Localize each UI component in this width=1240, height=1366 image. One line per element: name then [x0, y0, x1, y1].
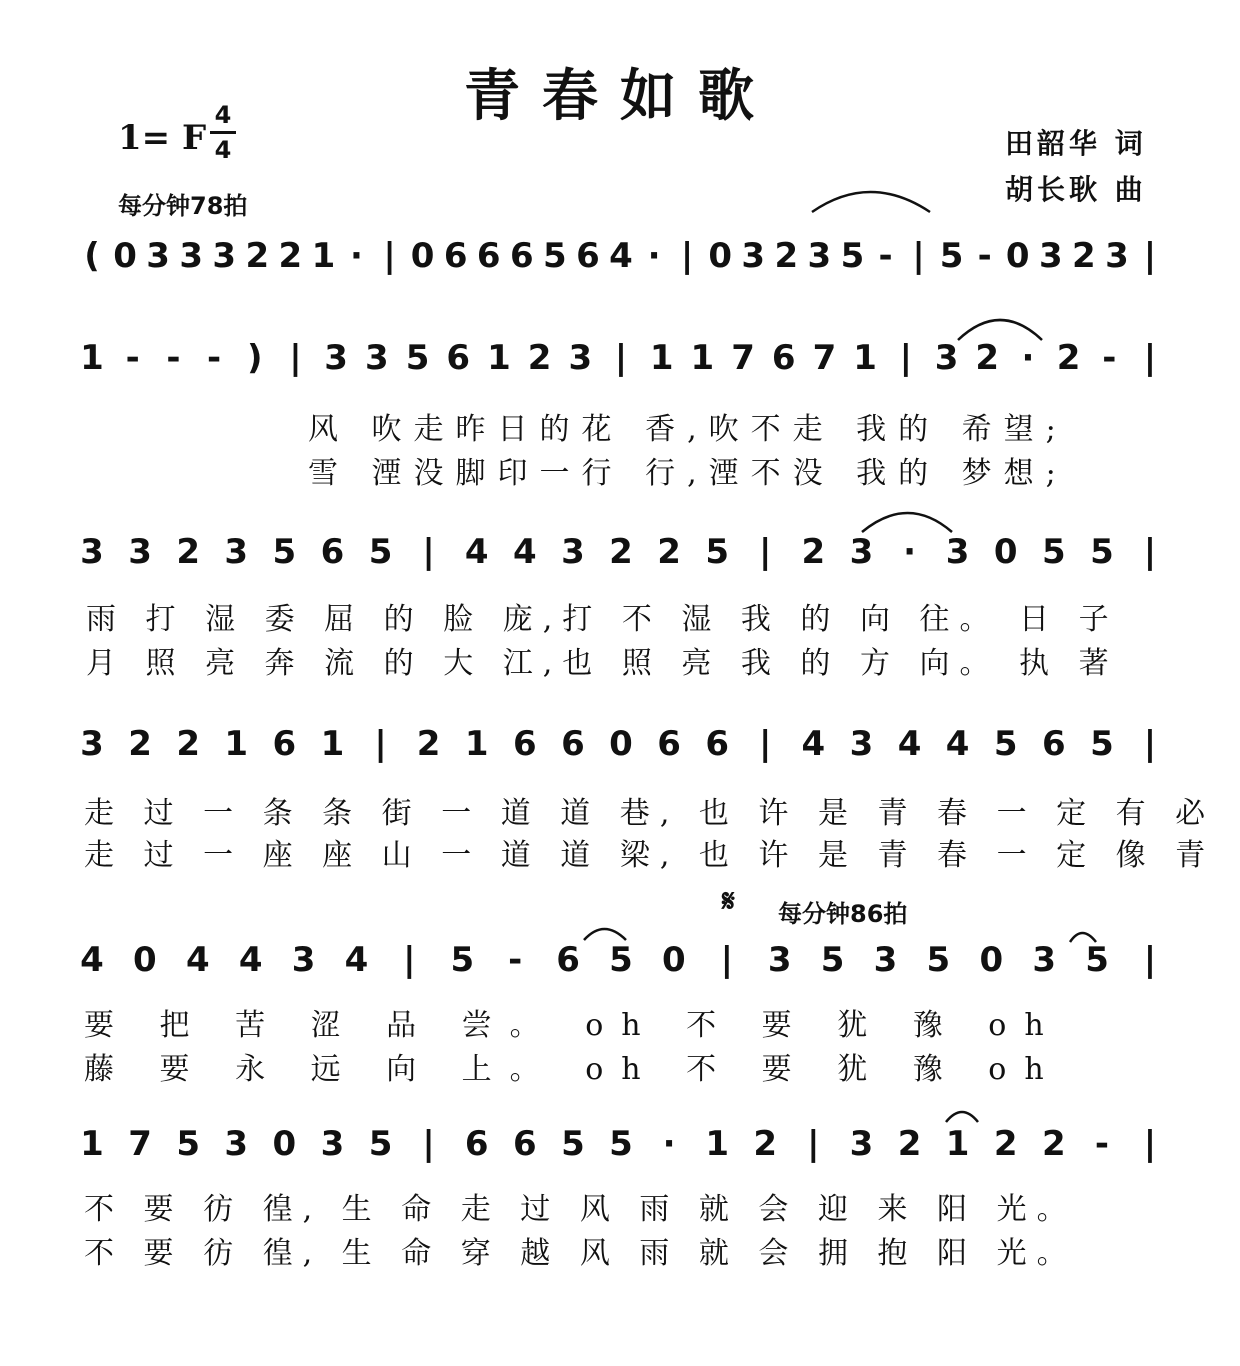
note-glyph: 3: [934, 338, 959, 378]
note-glyph: ·: [903, 532, 916, 572]
note-glyph: 1: [464, 724, 489, 764]
note-glyph: 3: [212, 236, 237, 276]
note-glyph: 1: [224, 724, 249, 764]
note-glyph: 6: [561, 724, 585, 764]
note-glyph: 0: [662, 940, 686, 980]
note-glyph: 1: [945, 1124, 970, 1164]
note-glyph: 2: [245, 236, 270, 276]
note-glyph: 5: [939, 236, 964, 276]
note-glyph: 2: [278, 236, 303, 276]
note-glyph: 5: [405, 338, 430, 378]
note-glyph: 6: [512, 724, 537, 764]
note-glyph: 4: [945, 724, 970, 764]
note-glyph: 5: [1085, 940, 1109, 980]
note-glyph: 0: [133, 940, 157, 980]
key-signature: 1= F: [118, 118, 207, 158]
bar-line: |: [720, 940, 733, 980]
note-glyph: 5: [926, 940, 951, 980]
note-glyph: 3: [128, 532, 152, 572]
bar-line: |: [374, 724, 387, 764]
note-glyph: 1: [690, 338, 715, 378]
slur-mark: [958, 320, 1042, 340]
note-glyph: 6: [771, 338, 796, 378]
lyricist-credit: 田韶华 词: [1005, 127, 1147, 160]
bar-line: |: [899, 338, 913, 378]
note-glyph: 1: [320, 724, 345, 764]
time-signature-top: 4: [214, 101, 232, 129]
note-glyph: ): [246, 338, 263, 378]
note-glyph: 2: [1056, 338, 1081, 378]
lyric-line-2-verse-2: 雪 湮没脚印一行 行,湮不没 我的 梦想;: [308, 456, 1068, 491]
note-glyph: 5: [820, 940, 845, 980]
note-glyph: 4: [238, 940, 263, 980]
note-glyph: 3: [146, 236, 170, 276]
note-glyph: 7: [812, 338, 837, 378]
note-glyph: 5: [705, 532, 729, 572]
bar-line: |: [759, 532, 772, 572]
note-glyph: 1: [649, 338, 674, 378]
note-glyph: 1: [705, 1124, 729, 1164]
note-glyph: -: [166, 338, 181, 378]
note-glyph: 5: [1090, 532, 1114, 572]
song-title: 青春如歌: [464, 63, 776, 129]
note-glyph: 0: [979, 940, 1004, 980]
note-glyph: 6: [1041, 724, 1066, 764]
note-glyph: 2: [801, 532, 826, 572]
note-glyph: 6: [509, 236, 534, 276]
note-glyph: 6: [464, 1124, 489, 1164]
bar-line: |: [1143, 1124, 1157, 1164]
note-glyph: 4: [344, 940, 369, 980]
bar-line: |: [1143, 724, 1157, 764]
note-glyph: (: [84, 236, 100, 276]
bar-line: |: [289, 338, 302, 378]
note-glyph: 6: [476, 236, 501, 276]
note-glyph: 1: [487, 338, 511, 378]
note-glyph: 2: [1072, 236, 1096, 276]
note-glyph: 3: [1105, 236, 1129, 276]
note-glyph: 4: [897, 724, 922, 764]
note-glyph: 2: [128, 724, 152, 764]
note-glyph: 5: [176, 1124, 200, 1164]
note-glyph: 6: [443, 236, 468, 276]
note-glyph: -: [508, 940, 523, 980]
note-glyph: 2: [416, 724, 441, 764]
note-glyph: 5: [609, 940, 633, 980]
lyric-line-6-verse-1: 不 要 彷 徨, 生 命 走 过 风 雨 就 会 迎 来 阳 光。: [84, 1192, 1077, 1227]
note-glyph: 3: [767, 940, 792, 980]
note-glyph: 3: [807, 236, 832, 276]
note-glyph: 1: [311, 236, 336, 276]
bar-line: |: [383, 236, 396, 276]
note-glyph: -: [977, 236, 992, 276]
note-glyph: 7: [128, 1124, 152, 1164]
note-glyph: 3: [945, 532, 970, 572]
note-glyph: 3: [873, 940, 898, 980]
note-glyph: 3: [1038, 236, 1063, 276]
note-glyph: 5: [272, 532, 297, 572]
note-glyph: 3: [561, 532, 585, 572]
note-glyph: 3: [365, 338, 389, 378]
note-glyph: 2: [527, 338, 552, 378]
tempo-marking-2: 每分钟86拍: [778, 900, 908, 928]
note-glyph: 5: [561, 1124, 585, 1164]
slur-mark: [584, 929, 626, 940]
note-glyph: 5: [609, 1124, 633, 1164]
note-glyph: 0: [410, 236, 435, 276]
note-glyph: 1: [80, 1124, 104, 1164]
note-glyph: 3: [741, 236, 766, 276]
note-glyph: 3: [320, 1124, 345, 1164]
note-glyph: -: [125, 338, 140, 378]
bar-line: |: [403, 940, 416, 980]
note-glyph: 5: [993, 724, 1018, 764]
note-glyph: 3: [568, 338, 593, 378]
note-glyph: 5: [840, 236, 865, 276]
note-glyph: 3: [80, 724, 104, 764]
bar-line: |: [1143, 236, 1157, 276]
note-glyph: 6: [705, 724, 729, 764]
composer-credit: 胡长耿 曲: [1005, 173, 1147, 206]
slur-mark: [1070, 933, 1096, 942]
note-glyph: 2: [1041, 1124, 1066, 1164]
note-glyph: 5: [1090, 724, 1114, 764]
time-signature-bottom: 4: [214, 136, 232, 164]
note-glyph: ·: [350, 236, 363, 276]
note-glyph: 3: [224, 1124, 249, 1164]
note-glyph: 2: [897, 1124, 922, 1164]
note-glyph: 2: [993, 1124, 1018, 1164]
bar-line: |: [614, 338, 628, 378]
note-glyph: 0: [1005, 236, 1030, 276]
slur-mark: [862, 513, 952, 532]
note-glyph: 6: [272, 724, 297, 764]
note-glyph: 6: [576, 236, 600, 276]
note-glyph: -: [878, 236, 893, 276]
note-glyph: 3: [849, 532, 874, 572]
bar-line: |: [1143, 532, 1157, 572]
note-glyph: 4: [80, 940, 104, 980]
note-glyph: -: [1094, 1124, 1109, 1164]
note-glyph: 2: [657, 532, 681, 572]
segno-sign: 𝄋: [722, 884, 735, 919]
lyric-line-3-verse-1: 雨 打 湿 委 屈 的 脸 庞,打 不 湿 我 的 向 往。 日 子: [86, 602, 1119, 637]
lyric-line-6-verse-2: 不 要 彷 徨, 生 命 穿 越 风 雨 就 会 拥 抱 阳 光。: [84, 1236, 1077, 1271]
note-glyph: 6: [446, 338, 471, 378]
note-glyph: 7: [731, 338, 755, 378]
note-glyph: 4: [609, 236, 633, 276]
note-glyph: ·: [647, 236, 661, 276]
note-glyph: 5: [450, 940, 475, 980]
bar-line: |: [1143, 940, 1157, 980]
note-glyph: 2: [774, 236, 799, 276]
note-glyph: 4: [512, 532, 537, 572]
note-glyph: 0: [993, 532, 1018, 572]
note-glyph: 5: [368, 1124, 393, 1164]
note-glyph: 3: [291, 940, 316, 980]
note-glyph: 3: [224, 532, 249, 572]
note-glyph: 5: [368, 532, 393, 572]
note-glyph: 0: [113, 236, 137, 276]
bar-line: |: [912, 236, 925, 276]
note-glyph: 1: [853, 338, 877, 378]
note-glyph: -: [207, 338, 222, 378]
note-glyph: 3: [849, 724, 874, 764]
note-glyph: 2: [975, 338, 1000, 378]
note-glyph: ·: [662, 1124, 676, 1164]
bar-line: |: [1143, 338, 1157, 378]
tempo-marking-1: 每分钟78拍: [118, 192, 248, 220]
note-glyph: 3: [1032, 940, 1057, 980]
note-glyph: -: [1102, 338, 1117, 378]
note-glyph: 6: [556, 940, 580, 980]
lyric-line-5-verse-1: 要 把 苦 涩 品 尝。 oh 不 要 犹 豫 oh: [84, 1008, 1062, 1043]
note-glyph: 2: [753, 1124, 778, 1164]
note-glyph: 2: [176, 724, 200, 764]
lyric-line-5-verse-2: 藤 要 永 远 向 上。 oh 不 要 犹 豫 oh: [84, 1052, 1062, 1087]
note-glyph: 4: [185, 940, 210, 980]
bar-line: |: [680, 236, 694, 276]
lyric-line-2-verse-1: 风 吹走昨日的花 香,吹不走 我的 希望;: [308, 412, 1068, 447]
note-glyph: 3: [80, 532, 104, 572]
note-glyph: 4: [801, 724, 826, 764]
note-glyph: 3: [849, 1124, 874, 1164]
note-glyph: 2: [609, 532, 633, 572]
note-glyph: 5: [1041, 532, 1066, 572]
tie-mark: [812, 192, 930, 212]
note-glyph: 4: [464, 532, 489, 572]
slur-mark: [946, 1112, 978, 1122]
lyric-line-4-verse-2: 走 过 一 座 座 山 一 道 道 梁, 也 许 是 青 春 一 定 像 青: [84, 838, 1216, 873]
note-glyph: 6: [320, 532, 345, 572]
note-glyph: 0: [272, 1124, 297, 1164]
bar-line: |: [422, 1124, 435, 1164]
lyric-line-4-verse-1: 走 过 一 条 条 街 一 道 道 巷, 也 许 是 青 春 一 定 有 必: [84, 796, 1216, 831]
note-glyph: 1: [80, 338, 104, 378]
bar-line: |: [759, 724, 772, 764]
bar-line: |: [422, 532, 435, 572]
lyric-line-3-verse-2: 月 照 亮 奔 流 的 大 江,也 照 亮 我 的 方 向。 执 著: [86, 646, 1119, 681]
note-glyph: 0: [609, 724, 633, 764]
note-glyph: 0: [708, 236, 733, 276]
note-glyph: 6: [657, 724, 681, 764]
bar-line: |: [807, 1124, 820, 1164]
note-glyph: 3: [179, 236, 204, 276]
note-glyph: ·: [1021, 338, 1035, 378]
note-glyph: 2: [176, 532, 200, 572]
note-glyph: 6: [512, 1124, 537, 1164]
note-glyph: 3: [324, 338, 348, 378]
note-glyph: 5: [543, 236, 567, 276]
